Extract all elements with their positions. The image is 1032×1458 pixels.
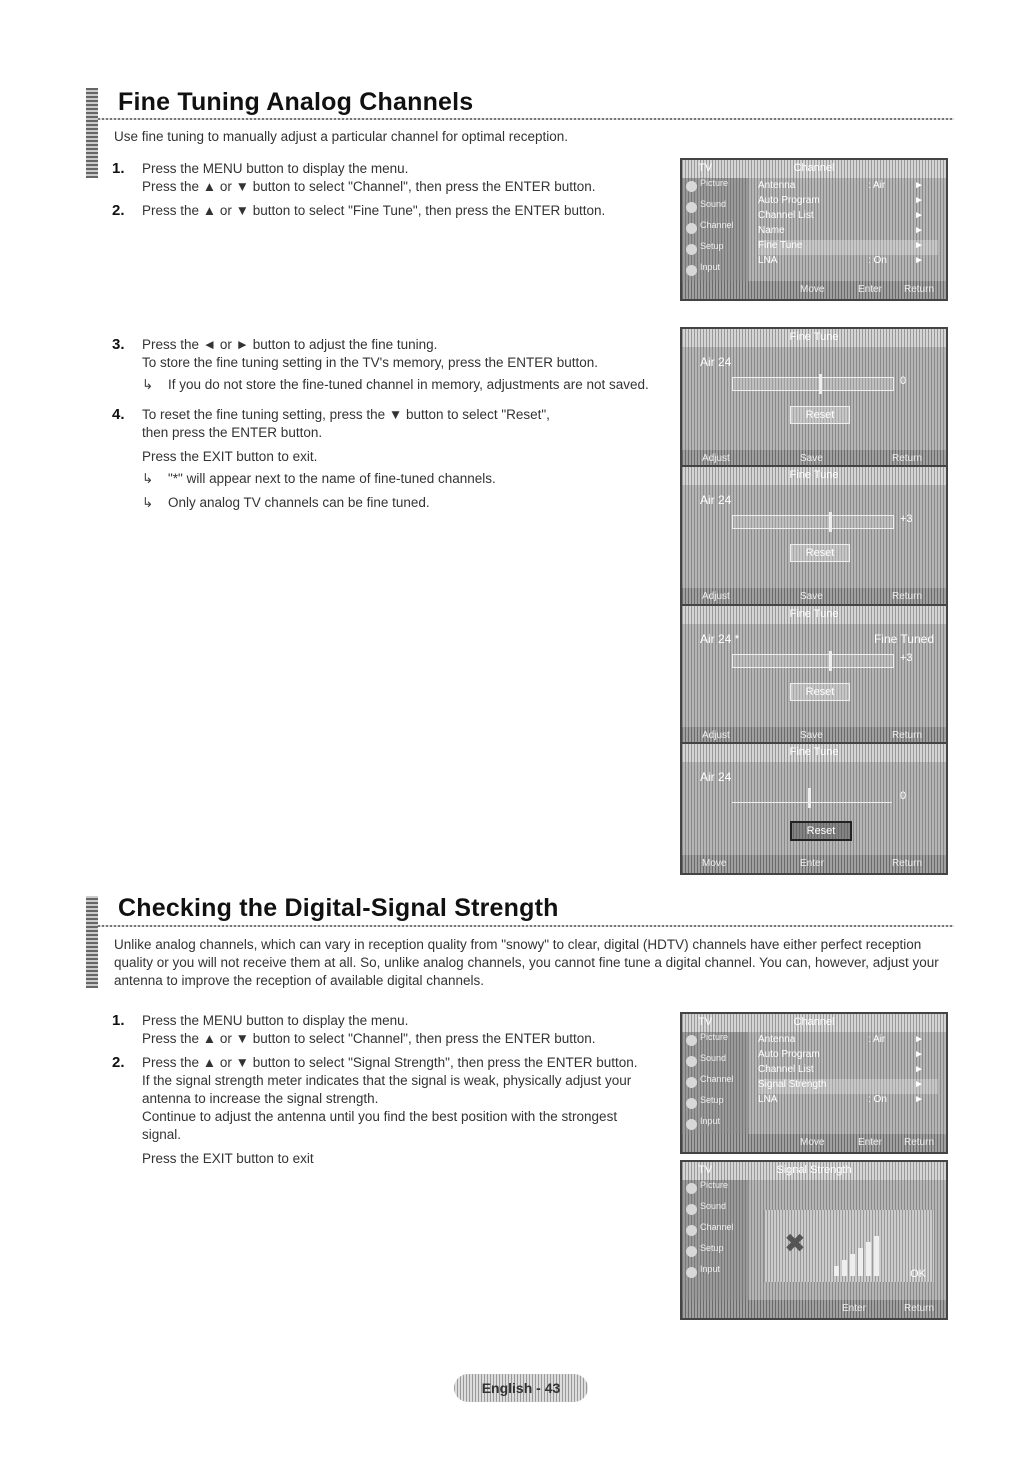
note-text: If you do not store the fine-tuned channel in memory, adjustments are not saved. [168, 377, 649, 392]
step-line: Press the ◄ or ► button to adjust the fine tuning. [142, 337, 438, 352]
note-arrow-icon: ↳ [142, 495, 154, 510]
menu-row: LNA : On ► [758, 255, 924, 266]
tv-screen-fine-tuned [680, 604, 948, 747]
step-number: 2. [112, 202, 125, 219]
side-item-input: Input [682, 1264, 748, 1285]
fine-tune-slider [732, 515, 894, 529]
tv-screen-channel-menu [680, 158, 948, 301]
tv-footer: Adjust Save Return [682, 588, 946, 606]
fine-tune-steps-1-2 [112, 160, 672, 226]
reset-button: Reset [790, 406, 850, 424]
step [112, 406, 672, 518]
side-item-picture: Picture [682, 1032, 748, 1053]
signal-ok-label: OK [910, 1268, 926, 1280]
note [142, 470, 672, 488]
note-text: Only analog TV channels can be fine tuned. [168, 495, 430, 510]
channel-icon [686, 1225, 697, 1236]
tv-footer: Adjust Save Return [682, 727, 946, 745]
menu-row-selected: Fine Tune ► [758, 240, 938, 255]
fine-tune-slider [732, 792, 892, 803]
note [142, 494, 672, 512]
tv-footer: Move Enter Return [682, 855, 946, 873]
tv-screen-fine-tune [680, 465, 948, 608]
section-rule [98, 118, 954, 120]
section-title-fine-tuning: Fine Tuning Analog Channels [118, 88, 474, 116]
reset-button: Reset [790, 683, 850, 701]
tv-screen-fine-tune [680, 327, 948, 470]
step-number: 1. [112, 1012, 125, 1029]
tv-screen-fine-tune-reset [680, 742, 948, 875]
fine-tune-value: +3 [900, 652, 913, 664]
setup-icon [686, 244, 697, 255]
tv-side-menu [682, 1032, 748, 1134]
step-line: Press the ▲ or ▼ button to select "Fine Tune", then press the ENTER button. [142, 203, 606, 218]
step [112, 336, 672, 400]
side-item-picture: Picture [682, 1180, 748, 1201]
menu-row-selected: Signal Strength ► [758, 1079, 938, 1094]
tv-header: Fine Tune [682, 467, 946, 485]
tv-header [682, 160, 946, 178]
menu-row: Channel List ► [758, 1064, 924, 1075]
channel-label: Air 24 [700, 355, 732, 369]
fine-tune-value: 0 [900, 375, 907, 387]
exit-instruction: Press the EXIT button to exit [142, 1151, 314, 1166]
tv-screen-channel-menu [680, 1012, 948, 1154]
note-arrow-icon: ↳ [142, 471, 154, 486]
step [112, 1054, 652, 1168]
tv-screen-signal-strength [680, 1160, 948, 1320]
side-item-picture: Picture [682, 178, 748, 199]
section-title-signal-strength: Checking the Digital-Signal Strength [118, 894, 559, 922]
fine-tune-value: +3 [900, 513, 913, 525]
section-marker [86, 88, 98, 178]
sound-icon [686, 1056, 697, 1067]
note-text: "*" will appear next to the name of fine-tuned channels. [168, 471, 496, 486]
step-number: 4. [112, 406, 125, 423]
tv-footer: Move Enter Return [682, 1134, 946, 1152]
menu-row: Antenna : Air ► [758, 180, 924, 191]
reset-button: Reset [790, 544, 850, 562]
arrow-right-icon: ► [914, 180, 924, 191]
arrow-right-icon: ► [914, 255, 924, 266]
setup-icon [686, 1246, 697, 1257]
step-line: Press the MENU button to display the menu. [142, 161, 409, 176]
step-line: If the signal strength meter indicates that the signal is weak, physically adjust your antenna to increase the signal strength. [142, 1073, 632, 1106]
channel-label: Air 24 [700, 770, 732, 784]
section-intro: Use fine tuning to manually adjust a particular channel for optimal reception. [114, 129, 569, 144]
step-line: To reset the fine tuning setting, press the ▼ button to select "Reset", [142, 407, 550, 422]
tv-footer: Enter Return [682, 1300, 946, 1318]
picture-icon [686, 1183, 697, 1194]
note-arrow-icon: ↳ [142, 377, 154, 392]
step-line: Continue to adjust the antenna until you find the best position with the strongest signal. [142, 1109, 618, 1142]
fine-tune-value: 0 [900, 790, 907, 802]
arrow-right-icon: ► [914, 1064, 924, 1075]
tv-header: TV Signal Strength [682, 1162, 946, 1180]
side-item-setup: Setup [682, 241, 748, 262]
arrow-right-icon: ► [914, 1079, 924, 1090]
tv-menu-list [758, 1034, 938, 1109]
step [112, 1012, 652, 1048]
section-marker [86, 896, 98, 988]
side-item-setup: Setup [682, 1095, 748, 1116]
menu-row: Channel List ► [758, 210, 924, 221]
tv-footer: Adjust Save Return [682, 450, 946, 468]
signal-steps [112, 1012, 652, 1174]
tv-header: Fine Tune [682, 606, 946, 624]
tv-side-menu [682, 1180, 748, 1300]
tv-menu-title: Channel [793, 162, 835, 174]
step [112, 160, 672, 196]
tv-footer: Move Enter Return [682, 281, 946, 299]
arrow-right-icon: ► [914, 195, 924, 206]
arrow-right-icon: ► [914, 1034, 924, 1045]
step-line: Press the ▲ or ▼ button to select "Channel", then press the ENTER button. [142, 179, 596, 194]
signal-meter [764, 1210, 934, 1282]
sound-icon [686, 202, 697, 213]
page-number-badge: English - 43 [454, 1374, 588, 1402]
input-icon [686, 265, 697, 276]
step-line: Press the ▲ or ▼ button to select "Signal Strength", then press the ENTER button. [142, 1055, 638, 1070]
menu-row: Antenna : Air ► [758, 1034, 924, 1045]
arrow-right-icon: ► [914, 1049, 924, 1060]
channel-label: Air 24 [700, 493, 732, 507]
sound-icon [686, 1204, 697, 1215]
tv-side-menu [682, 178, 748, 281]
menu-row: LNA : On ► [758, 1094, 924, 1105]
side-item-channel: Channel [682, 1074, 748, 1095]
side-item-setup: Setup [682, 1243, 748, 1264]
menu-row: Name ► [758, 225, 924, 236]
arrow-right-icon: ► [914, 1094, 924, 1105]
side-item-input: Input [682, 262, 748, 283]
tv-menu-list [758, 180, 938, 270]
channel-label: Air 24 * [700, 632, 740, 646]
input-icon [686, 1119, 697, 1130]
step-line: Press the ▲ or ▼ button to select "Channel", then press the ENTER button. [142, 1031, 596, 1046]
step-line: Press the MENU button to display the menu. [142, 1013, 409, 1028]
picture-icon [686, 1035, 697, 1046]
picture-icon [686, 181, 697, 192]
menu-row: Auto Program ► [758, 195, 924, 206]
tv-header: Fine Tune [682, 744, 946, 762]
channel-icon [686, 1077, 697, 1088]
side-item-channel: Channel [682, 220, 748, 241]
step-line: To store the fine tuning setting in the TV's memory, press the ENTER button. [142, 355, 599, 370]
section-rule [98, 925, 954, 927]
fine-tune-steps-3-4 [112, 336, 672, 524]
side-item-sound: Sound [682, 199, 748, 220]
side-item-sound: Sound [682, 1053, 748, 1074]
antenna-icon: ✖ [784, 1228, 806, 1258]
side-item-input: Input [682, 1116, 748, 1137]
menu-row: Auto Program ► [758, 1049, 924, 1060]
arrow-right-icon: ► [914, 240, 924, 251]
step [112, 202, 672, 220]
tv-header: Fine Tune [682, 329, 946, 347]
side-item-channel: Channel [682, 1222, 748, 1243]
tv-label: TV [698, 162, 713, 174]
channel-icon [686, 223, 697, 234]
fine-tune-slider [732, 377, 894, 391]
side-item-sound: Sound [682, 1201, 748, 1222]
arrow-right-icon: ► [914, 225, 924, 236]
step-number: 2. [112, 1054, 125, 1071]
input-icon [686, 1267, 697, 1278]
fine-tuned-label: Fine Tuned [873, 632, 934, 646]
setup-icon [686, 1098, 697, 1109]
exit-instruction: Press the EXIT button to exit. [142, 449, 318, 464]
section-intro: Unlike analog channels, which can vary in reception quality from "snowy" to clear, digital (HDTV) channels have either perfect reception quality or you will not receive them at all. So, unlike analog channels, you cannot fine tune a digital channel. You can, however, adjust your antenna to improve the reception of available digital channels. [114, 937, 939, 988]
note [142, 376, 672, 394]
step-number: 3. [112, 336, 125, 353]
tv-header: TV Channel [682, 1014, 946, 1032]
step-number: 1. [112, 160, 125, 177]
reset-button-selected: Reset [790, 821, 852, 841]
arrow-right-icon: ► [914, 210, 924, 221]
step-line: then press the ENTER button. [142, 425, 323, 440]
fine-tune-slider [732, 654, 894, 668]
